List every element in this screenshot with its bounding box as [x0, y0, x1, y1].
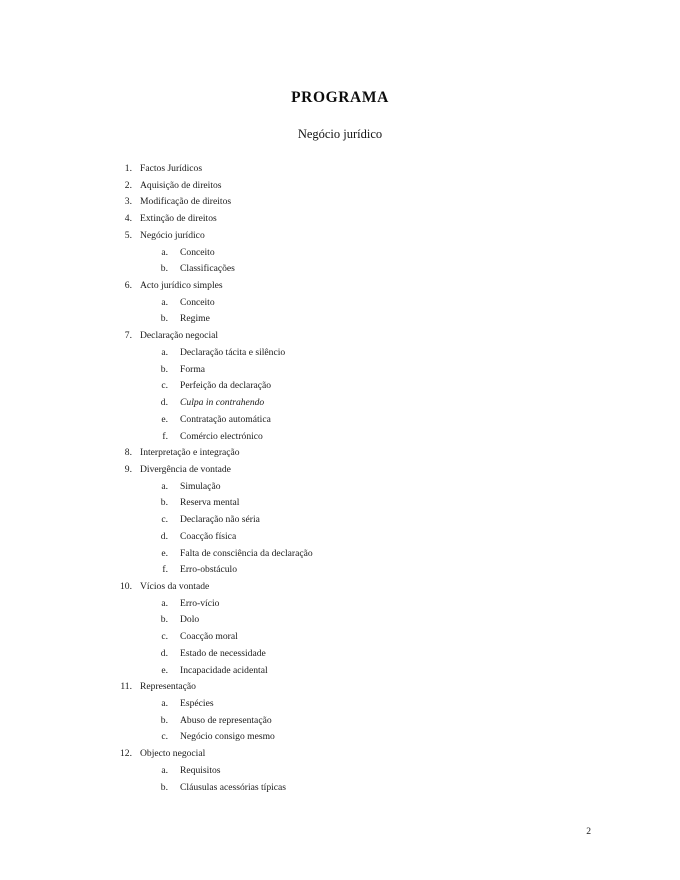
outline-subitem	[0, 261, 680, 278]
outline-item-label: Factos Jurídicos	[140, 163, 203, 174]
program-outline-list	[0, 161, 680, 796]
outline-item-label: Comércio electrónico	[180, 430, 263, 442]
outline-item-label: Erro-vício	[180, 597, 220, 609]
outline-item-label: Modificação de direitos	[140, 196, 232, 208]
outline-item	[0, 211, 680, 228]
outline-item-marker: a.	[161, 246, 168, 258]
outline-item-label: Incapacidade acidental	[180, 664, 268, 676]
outline-subitem	[0, 546, 680, 563]
outline-subitem	[0, 245, 680, 262]
outline-item-label: Negócio jurídico	[140, 229, 205, 241]
outline-item-marker: d.	[160, 647, 168, 659]
outline-item-marker: 8.	[124, 447, 132, 459]
outline-item-label: Regime	[180, 313, 210, 325]
outline-item-label: Divergência de vontade	[140, 463, 231, 475]
outline-item-marker: c.	[161, 731, 168, 743]
outline-item-label: Falta de consciência da declaração	[180, 547, 313, 559]
outline-item-label: Abuso de representação	[180, 714, 272, 726]
outline-subitem	[0, 429, 680, 446]
outline-subitem	[0, 378, 680, 395]
outline-item-marker: 3.	[124, 196, 132, 208]
outline-item-marker: c.	[161, 631, 168, 643]
outline-item-marker: 11.	[120, 681, 132, 693]
outline-item-label: Perfeição da declaração	[180, 380, 272, 392]
outline-item-marker: e.	[161, 413, 168, 425]
outline-subitem	[0, 512, 680, 529]
outline-item	[0, 579, 680, 596]
outline-item-marker: b.	[160, 614, 168, 626]
outline-item-label: Erro-obstáculo	[180, 564, 238, 576]
outline-item-label: Objecto negocial	[140, 748, 206, 760]
outline-item-label: Declaração não séria	[180, 514, 260, 526]
outline-subitem	[0, 295, 680, 312]
outline-item-label: Simulação	[180, 480, 221, 492]
outline-item-label: Declaração tácita e silêncio	[180, 346, 286, 358]
outline-item-label: Declaração negocial	[140, 330, 219, 342]
outline-subitem	[0, 529, 680, 546]
outline-item-label: Dolo	[180, 614, 200, 626]
outline-item-marker: 1.	[124, 163, 132, 174]
outline-item-marker: 10.	[120, 580, 132, 592]
outline-item-label: Estado de necessidade	[180, 647, 266, 659]
outline-item-marker: a.	[161, 480, 168, 492]
outline-item-marker: c.	[161, 514, 168, 526]
outline-subitem	[0, 713, 680, 730]
outline-subitem	[0, 479, 680, 496]
outline-subitem	[0, 629, 680, 646]
outline-item	[0, 161, 680, 178]
outline-subitem	[0, 646, 680, 663]
outline-subitem	[0, 311, 680, 328]
outline-item-label: Coacção física	[180, 530, 237, 542]
outline-item-marker: b.	[160, 363, 168, 375]
outline-item	[0, 328, 680, 345]
outline-item-label: Reserva mental	[180, 497, 240, 509]
outline-item-marker: 2.	[124, 179, 132, 191]
outline-item-label: Coacção moral	[180, 631, 238, 643]
outline-item-label: Espécies	[180, 698, 214, 709]
outline-item-label: Interpretação e integração	[140, 447, 240, 459]
outline-subitem	[0, 362, 680, 379]
outline-item-label: Negócio consigo mesmo	[180, 731, 275, 743]
outline-item-label: Representação	[140, 681, 196, 693]
outline-item	[0, 194, 680, 211]
outline-item-marker: b.	[160, 714, 168, 726]
outline-item-marker: a.	[161, 764, 168, 776]
outline-item-label: Forma	[180, 363, 206, 375]
outline-item-label: Aquisição de direitos	[140, 179, 222, 191]
outline-item	[0, 746, 680, 763]
page-subtitle: Negócio jurídico	[297, 127, 383, 142]
outline-item-marker: e.	[161, 547, 168, 559]
outline-item-marker: 12.	[120, 748, 132, 760]
outline-item-marker: b.	[160, 263, 168, 275]
outline-item-label: Cláusulas acessórias típicas	[180, 781, 287, 793]
outline-item-marker: a.	[161, 698, 168, 709]
outline-item-label: Culpa in contrahendo	[180, 397, 265, 409]
outline-item	[0, 278, 680, 295]
outline-subitem	[0, 763, 680, 780]
outline-item-label: Contratação automática	[180, 413, 271, 425]
outline-item-marker: 6.	[124, 280, 132, 292]
outline-item-label: Conceito	[180, 246, 215, 258]
outline-item-label: Requisitos	[180, 764, 221, 776]
outline-item-marker: b.	[160, 497, 168, 509]
outline-item-marker: b.	[160, 313, 168, 325]
outline-subitem	[0, 495, 680, 512]
outline-item-label: Extinção de direitos	[140, 213, 217, 225]
outline-subitem	[0, 729, 680, 746]
outline-item-marker: f.	[162, 430, 168, 442]
outline-item	[0, 178, 680, 195]
outline-item-marker: b.	[160, 781, 168, 793]
outline-item-marker: f.	[162, 564, 168, 576]
outline-item-marker: e.	[161, 664, 168, 676]
outline-subitem	[0, 395, 680, 412]
outline-item-marker: 7.	[124, 330, 132, 342]
outline-item-marker: a.	[161, 597, 168, 609]
outline-item-label: Classificações	[180, 263, 235, 275]
outline-subitem	[0, 412, 680, 429]
outline-item	[0, 445, 680, 462]
outline-item-marker: 4.	[124, 213, 132, 225]
outline-subitem	[0, 596, 680, 613]
outline-subitem	[0, 780, 680, 797]
outline-item-marker: d.	[160, 530, 168, 542]
page-number: 2	[586, 826, 591, 837]
outline-item-marker: 5.	[124, 229, 132, 241]
outline-subitem	[0, 612, 680, 629]
outline-subitem	[0, 562, 680, 579]
page-title: PROGRAMA	[291, 89, 389, 107]
outline-item	[0, 462, 680, 479]
outline-item-label: Acto jurídico simples	[140, 280, 223, 292]
outline-subitem	[0, 345, 680, 362]
outline-item	[0, 679, 680, 696]
outline-item-marker: a.	[161, 296, 168, 308]
outline-item-marker: d.	[160, 397, 168, 409]
outline-item-marker: 9.	[124, 463, 132, 475]
outline-item-marker: a.	[161, 346, 168, 358]
outline-item-marker: c.	[161, 380, 168, 392]
outline-subitem	[0, 663, 680, 680]
outline-subitem	[0, 696, 680, 713]
outline-item	[0, 228, 680, 245]
outline-item-label: Vícios da vontade	[140, 580, 210, 592]
outline-item-label: Conceito	[180, 296, 215, 308]
